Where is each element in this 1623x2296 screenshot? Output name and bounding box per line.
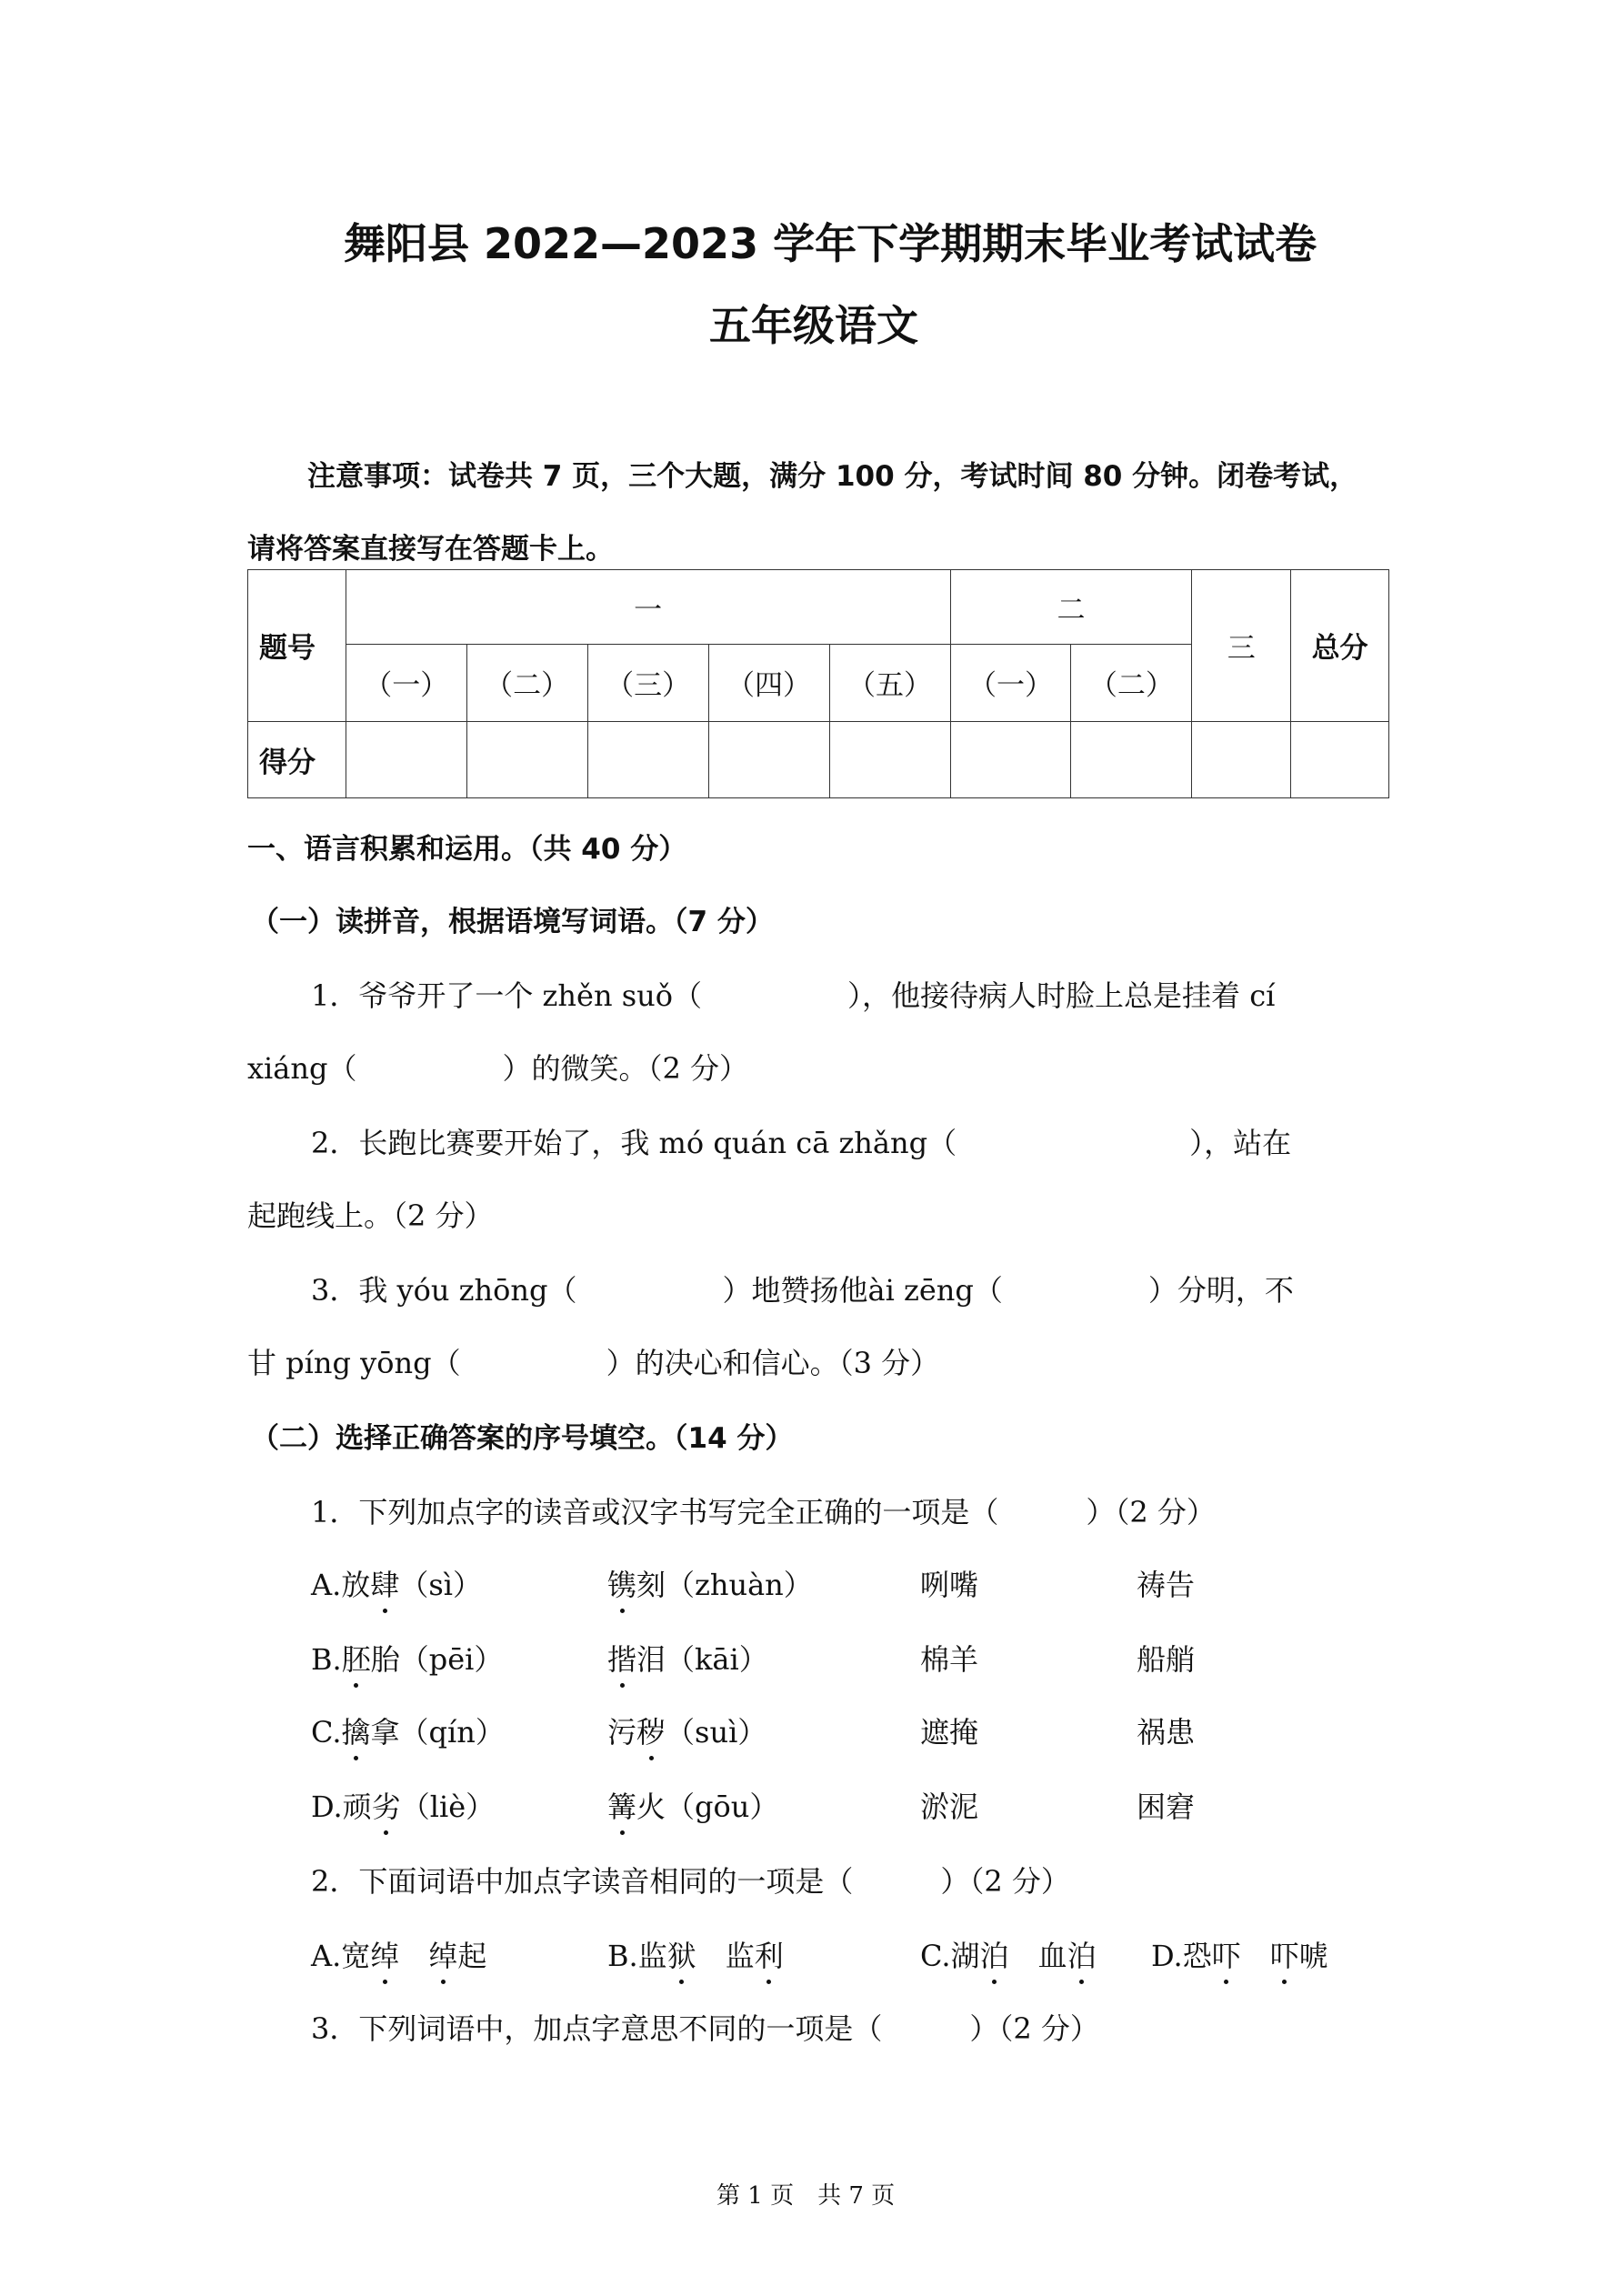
notice-line-1: 注意事项：试卷共 7 页，三个大题，满分 100 分，考试时间 80 分钟。闭卷考试， [307,460,1358,493]
question-3-line-2: 甘 píng yōng（ ）的决心和信心。（3 分） [247,1346,940,1380]
mc1-option-c: C.擒拿（qín） [311,1709,505,1751]
score-table-sub: （二） [1071,645,1192,721]
mc1-option-a: A.放肆（sì） [311,1562,482,1604]
subsection-1-heading: （一）读拼音，根据语境写词语。（7 分） [251,906,774,938]
question-2-line-2: 起跑线上。（2 分） [247,1198,494,1233]
score-table-part-2: 二 [950,570,1192,645]
score-cell [829,721,950,797]
mc1-option-c-word2: 污秽（suì） [607,1709,766,1751]
exam-subtitle: 五年级语文 [709,301,918,350]
score-cell [1071,721,1192,797]
score-table [247,569,1389,798]
score-table-sub: （五） [829,645,950,721]
question-2-line-1: 2．长跑比赛要开始了，我 mó quán cā zhǎng（ ），站在 [311,1126,1292,1160]
mc-question-1-stem: 1．下列加点字的读音或汉字书写完全正确的一项是（ ）（2 分） [311,1495,1216,1529]
mc1-option-d-word3: 淤泥 [920,1790,979,1824]
score-cell [1192,721,1291,797]
score-table-sub: （三） [587,645,708,721]
score-cell [466,721,587,797]
score-table-sub: （一） [346,645,466,721]
score-cell [346,721,466,797]
page-footer: 第 1 页 共 7 页 [716,2182,896,2210]
mc1-option-a-word4: 祷告 [1137,1568,1196,1602]
mc1-option-d: D.顽劣（liè） [311,1784,495,1826]
score-table-header-defen: 得分 [248,721,346,797]
score-table-part-3: 三 [1192,570,1291,722]
score-table-total: 总分 [1291,570,1389,722]
subsection-2-heading: （二）选择正确答案的序号填空。（14 分） [251,1422,794,1455]
notice-line-2: 请将答案直接写在答题卡上。 [247,533,614,566]
mc1-option-b-word4: 船艄 [1137,1642,1196,1677]
mc1-option-b: B.胚胎（pēi） [311,1637,503,1679]
score-table-part-1: 一 [346,570,950,645]
score-cell [587,721,708,797]
question-3-line-1: 3．我 yóu zhōng（ ）地赞扬他ài zēng（ ）分明，不 [311,1273,1294,1308]
mc2-option-d: D.恐吓 吓唬 [1151,1933,1328,1975]
mc1-option-d-word2: 篝火（gōu） [607,1784,778,1826]
question-1-line-1: 1．爷爷开了一个 zhěn suǒ（ ），他接待病人时脸上总是挂着 cí [311,978,1276,1013]
score-table-sub: （四） [708,645,829,721]
score-table-header-tihao: 题号 [248,570,346,722]
score-cell [950,721,1071,797]
mc1-option-b-word3: 棉羊 [920,1642,979,1677]
mc-question-2-stem: 2．下面词语中加点字读音相同的一项是（ ）（2 分） [311,1864,1070,1899]
mc2-option-a: A.宽绰 绰起 [311,1933,486,1975]
score-table-sub: （一） [950,645,1071,721]
mc1-option-c-word3: 遮掩 [920,1715,979,1750]
mc1-option-a-word3: 咧嘴 [920,1568,979,1602]
question-1-line-2: xiáng（ ）的微笑。（2 分） [247,1051,748,1086]
mc2-option-b: B.监狱 监利 [607,1933,784,1975]
mc1-option-d-word4: 困窘 [1137,1790,1196,1824]
mc1-option-a-word2: 镌刻（zhuàn） [607,1562,813,1604]
score-cell [708,721,829,797]
mc1-option-c-word4: 祸患 [1137,1715,1196,1750]
section-1-heading: 一、语言积累和运用。（共 40 分） [247,833,687,866]
score-cell [1291,721,1389,797]
exam-title: 舞阳县 2022—2023 学年下学期期末毕业考试试卷 [344,219,1317,268]
mc1-option-b-word2: 揩泪（kāi） [607,1637,768,1679]
mc2-option-c: C.湖泊 血泊 [920,1933,1097,1975]
score-table-sub: （二） [466,645,587,721]
mc-question-3-stem: 3．下列词语中，加点字意思不同的一项是（ ）（2 分） [311,2011,1099,2046]
